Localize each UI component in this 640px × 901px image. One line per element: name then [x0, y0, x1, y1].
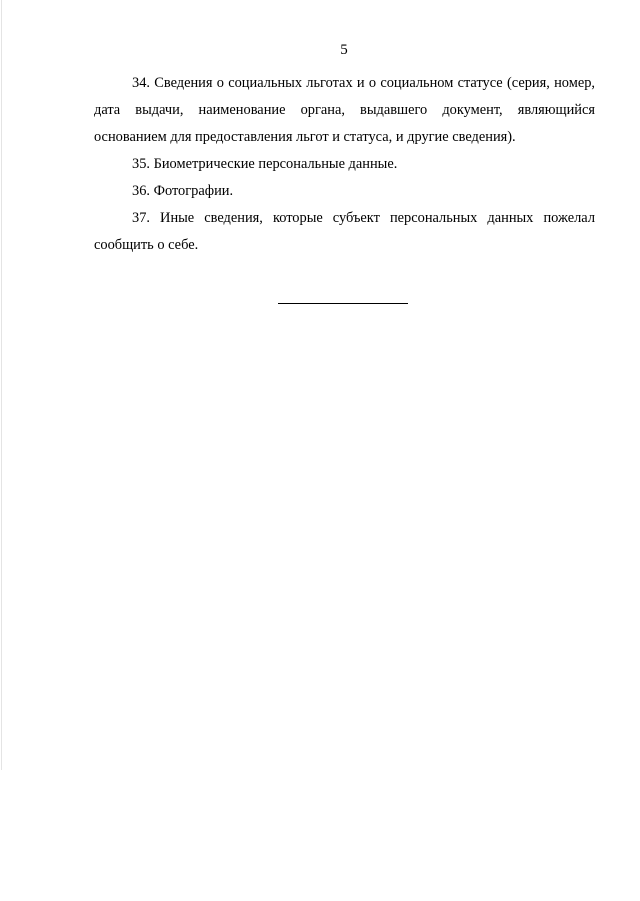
- end-separator-line: [278, 303, 408, 304]
- paragraph-36: 36. Фотографии.: [132, 183, 234, 199]
- document-body: [94, 70, 595, 259]
- paragraph-34: 34. Сведения о социальных льготах и о социальном статусе (серия, номер, дата выдачи, наименование органа, выдавшего документ, являющийся основанием для предоставления льгот и статуса, и другие сведения).: [94, 75, 595, 145]
- paragraph-35: 35. Биометрические персональные данные.: [132, 156, 398, 172]
- page-number: 5: [340, 42, 348, 58]
- scan-edge-line: [1, 0, 2, 770]
- paragraph-37: 37. Иные сведения, которые субъект персональных данных пожелал сообщить о себе.: [94, 210, 595, 253]
